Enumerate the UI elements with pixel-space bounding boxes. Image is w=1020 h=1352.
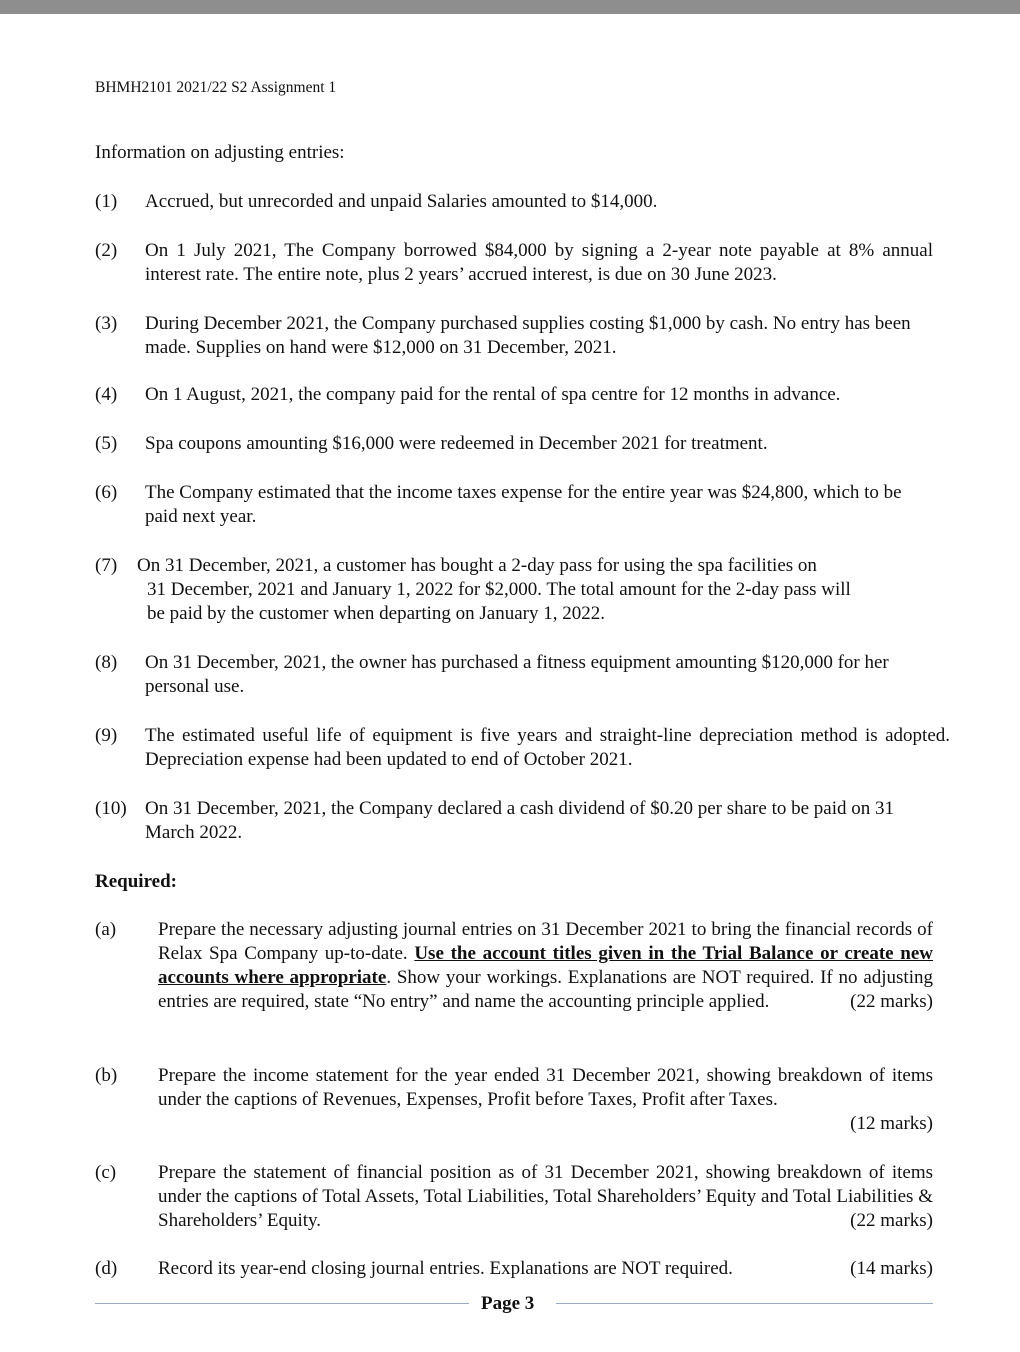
footer-rule-left	[95, 1303, 469, 1304]
item-number: (3)	[95, 313, 118, 334]
item-text: The Company estimated that the income taxes expense for the entire year was $24,800, which to be paid next year.	[145, 482, 902, 527]
page-number: Page 3	[481, 1293, 535, 1314]
item-text: Accrued, but unrecorded and unpaid Salaries amounted to $14,000.	[145, 191, 658, 212]
requirement-a	[95, 918, 933, 1043]
footer-rule-right	[556, 1303, 933, 1304]
item-number: (1)	[95, 191, 118, 212]
marks-label: (14 marks)	[850, 1258, 933, 1279]
item-number: (4)	[95, 384, 118, 405]
underlined-instruction: Use the account titles given in the Trial Balance or create new accounts where appropriate	[158, 943, 934, 988]
requirement-c	[95, 1161, 933, 1241]
requirement-number: (b)	[95, 1065, 118, 1086]
item-number: (8)	[95, 652, 118, 673]
item-text-line: be paid by the customer when departing on January 1, 2022.	[147, 603, 605, 624]
item-text: On 31 December, 2021, the owner has purchased a fitness equipment amounting $120,000 for her personal use.	[145, 652, 889, 697]
item-text: During December 2021, the Company purchased supplies costing $1,000 by cash. No entry has been made. Supplies on hand were $12,000 on 31 December, 2021.	[145, 313, 911, 358]
item-text: On 31 December, 2021, the Company declared a cash dividend of $0.20 per share to be paid on 31 March 2022.	[145, 798, 894, 843]
item-text: On 1 July 2021, The Company borrowed $84,000 by signing a 2-year note payable at 8% annual interest rate. The entire note, plus 2 years’ accrued interest, is due on 30 June 2023.	[145, 240, 933, 285]
requirement-text: Record its year-end closing journal entries. Explanations are NOT required.	[158, 1258, 733, 1279]
requirement-text	[158, 1161, 933, 1233]
item-text: The estimated useful life of equipment is five years and straight-line depreciation method is adopted. Depreciation expense had been updated to end of October 2021.	[145, 725, 950, 770]
item-number: (9)	[95, 725, 118, 746]
item-number: (2)	[95, 240, 118, 261]
item-number: (6)	[95, 482, 118, 503]
requirement-text-part: Prepare the statement of financial position as of 31 December 2021, showing breakdown of items under the captions of Total Assets, Total Liabilities, Total Shareholders’ Equity and Total Liabilities & Shareholders’ Equity.	[158, 1162, 933, 1231]
item-number: (7)	[95, 555, 118, 576]
marks-label: (22 marks)	[850, 991, 933, 1012]
requirement-text	[158, 918, 933, 1014]
requirement-text	[158, 1064, 933, 1136]
requirement-text-part: . Show your workings. Explanations are NOT required. If no adjusting entries are required, state “No entry” and name the accounting principle applied.	[158, 967, 933, 1012]
requirement-b	[95, 1064, 933, 1144]
requirement-number: (a)	[95, 919, 117, 940]
requirement-text-part: Prepare the necessary adjusting journal entries on 31 December 2021 to bring the financial records of Relax Spa Company up-to-date.	[158, 919, 933, 964]
item-number: (10)	[95, 798, 127, 819]
requirement-number: (d)	[95, 1258, 118, 1279]
requirement-number: (c)	[95, 1162, 117, 1183]
section-intro: Information on adjusting entries:	[95, 142, 345, 163]
item-text-line: On 31 December, 2021, a customer has bought a 2-day pass for using the spa facilities on	[137, 555, 817, 576]
marks-label: (22 marks)	[850, 1210, 933, 1231]
item-text: On 1 August, 2021, the company paid for the rental of spa centre for 12 months in advance.	[145, 384, 841, 405]
item-number: (5)	[95, 433, 118, 454]
required-heading: Required:	[95, 871, 177, 892]
marks-label: (12 marks)	[850, 1113, 933, 1134]
top-bar	[0, 0, 1020, 14]
document-header: BHMH2101 2021/22 S2 Assignment 1	[95, 79, 337, 96]
requirement-text-part: Prepare the income statement for the year ended 31 December 2021, showing breakdown of items under the captions of Revenues, Expenses, Profit before Taxes, Profit after Taxes.	[158, 1065, 933, 1110]
item-text: Spa coupons amounting $16,000 were redeemed in December 2021 for treatment.	[145, 433, 768, 454]
item-text-line: 31 December, 2021 and January 1, 2022 for $2,000. The total amount for the 2-day pass will	[147, 579, 851, 600]
